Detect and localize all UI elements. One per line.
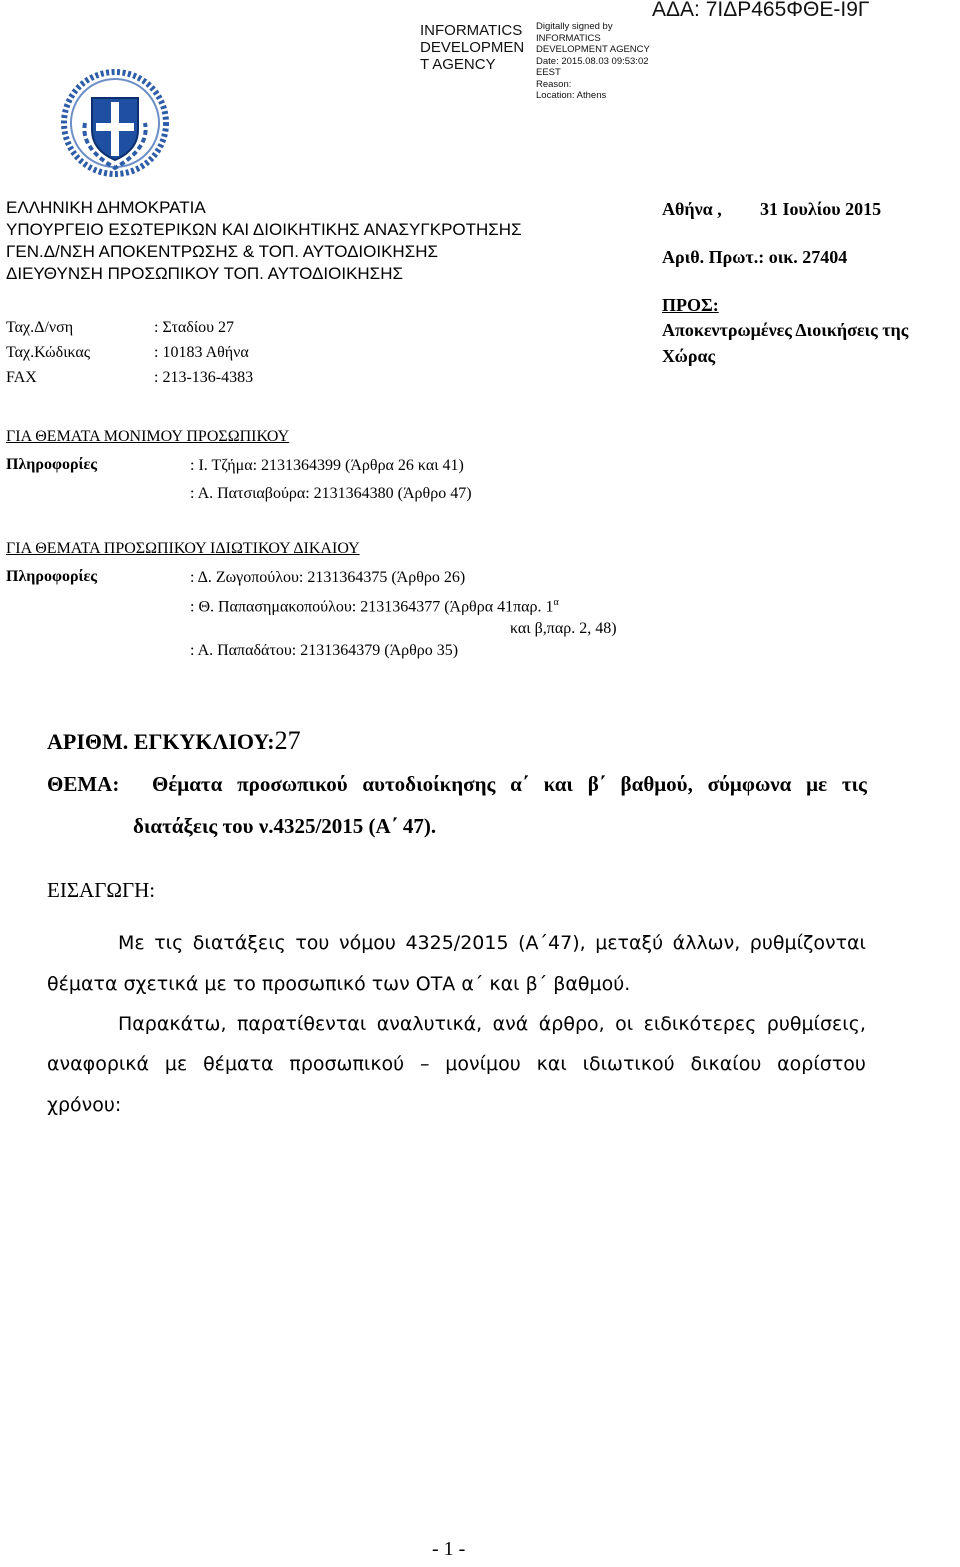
body-word: Με — [118, 932, 145, 954]
signature-detail-line: INFORMATICS — [536, 32, 601, 44]
body-word: θέματα — [203, 1053, 274, 1075]
body-word: ιδιωτικού — [582, 1053, 675, 1075]
body-word: δικαίου — [690, 1053, 762, 1075]
info-private-label: Πληροφορίες — [6, 568, 98, 585]
subject-word: Θέματα — [152, 772, 223, 796]
signature-detail-line: Location: Athens — [536, 90, 607, 101]
info-private-contact: : Δ. Ζωγοπούλου: 2131364375 (Άρθρο 26) — [190, 569, 466, 586]
subject-word: τις — [841, 772, 867, 796]
signature-org-line: T AGENCY — [420, 56, 496, 73]
subject-word: και — [543, 772, 573, 796]
circular-value: 27 — [274, 726, 301, 755]
body-word: (Α΄47), — [518, 932, 586, 954]
ministry-line: ΕΛΛΗΝΙΚΗ ΔΗΜΟΚΡΑΤΙΑ — [6, 198, 206, 217]
body-word: 4325/2015 — [405, 932, 509, 954]
info-private-contact: και β,παρ. 2, 48) — [510, 620, 617, 637]
body-line — [118, 1013, 866, 1035]
subject-word: αυτοδιοίκησης — [362, 772, 496, 796]
signature-detail-line: DEVELOPMENT AGENCY — [536, 44, 650, 55]
signature-detail-line: Date: 2015.08.03 09:53:02 — [536, 55, 649, 67]
info-private-contact — [190, 597, 559, 616]
greek-coat-of-arms-icon — [60, 68, 170, 178]
body-line — [47, 1053, 866, 1075]
signature-organization — [420, 22, 524, 73]
body-line: θέματα σχετικά με το προσωπικό των ΟΤΑ α΄ και β΄ βαθμού. — [47, 973, 631, 995]
address-label: Ταχ.Κώδικας — [6, 344, 91, 361]
ministry-header — [6, 197, 522, 285]
body-word: ρυθμίσεις, — [766, 1013, 866, 1035]
body-word: αορίστου — [777, 1053, 866, 1075]
address-value: : 213-136-4383 — [154, 369, 254, 386]
body-word: – — [419, 1053, 430, 1075]
subject-word: α΄ — [510, 772, 529, 796]
protocol-number: Αριθ. Πρωτ.: οικ. 27404 — [662, 247, 848, 267]
info-permanent-label: Πληροφορίες — [6, 456, 98, 473]
subject-line: διατάξεις του ν.4325/2015 (Α΄ 47). — [133, 814, 437, 838]
subject-word: με — [806, 772, 828, 796]
subject-word: προσωπικού — [237, 772, 348, 796]
body-word: οι — [615, 1013, 634, 1035]
body-word: προσωπικού — [289, 1053, 405, 1075]
ada-code: ΑΔΑ: 7ΙΔΡ465ΦΘΕ-Ι9Γ — [652, 0, 870, 21]
signature-detail-line: Reason: — [536, 78, 572, 90]
address-label: Ταχ.Δ/νση — [6, 319, 74, 336]
superscript: α — [553, 597, 559, 608]
body-word: Παρακάτω, — [118, 1013, 227, 1035]
subject-word: σύμφωνα — [707, 772, 792, 796]
body-line — [118, 932, 866, 954]
body-word: ανά — [492, 1013, 529, 1035]
address-label: FAX — [6, 369, 37, 386]
document-date: 31 Ιουλίου 2015 — [760, 199, 882, 219]
ministry-line: ΔΙΕΥΘΥΝΣΗ ΠΡΟΣΩΠΙΚΟΥ ΤΟΠ. ΑΥΤΟΔΙΟΙΚΗΣΗΣ — [6, 264, 403, 283]
ministry-line: ΥΠΟΥΡΓΕΙΟ ΕΣΩΤΕΡΙΚΩΝ ΚΑΙ ΔΙΟΙΚΗΤΙΚΗΣ ΑΝΑΣΥΓΚΡΟΤΗΣΗΣ — [6, 220, 522, 239]
signature-detail-line: Digitally signed by — [536, 21, 613, 32]
body-word: του — [295, 932, 330, 954]
body-word: ρυθμίζονται — [749, 932, 866, 954]
info-private-contact-text: : Θ. Παπασημακοπούλου: 2131364377 (Άρθρα 41παρ. 1 — [190, 598, 554, 616]
body-word: παρατίθενται — [236, 1013, 367, 1035]
info-private-heading: ΓΙΑ ΘΕΜΑΤΑ ΠΡΟΣΩΠΙΚΟΥ ΙΔΙΩΤΙΚΟΥ ΔΙΚΑΙΟΥ — [6, 540, 360, 557]
recipient-line: Αποκεντρωμένες Διοικήσεις της — [662, 320, 909, 340]
subject-word: βαθμού, — [620, 772, 693, 796]
body-word: αναλυτικά, — [376, 1013, 483, 1035]
recipient-line: Χώρας — [662, 346, 716, 366]
body-word: μονίμου — [445, 1053, 521, 1075]
place: Αθήνα , — [662, 199, 722, 219]
signature-details — [536, 21, 650, 102]
body-line: χρόνου: — [47, 1094, 122, 1116]
signature-org-line: INFORMATICS — [420, 22, 523, 39]
address-value: : Σταδίου 27 — [154, 319, 235, 336]
body-word: και — [536, 1053, 567, 1075]
info-private-contact: : Α. Παπαδάτου: 2131364379 (Άρθρο 35) — [190, 642, 459, 659]
info-permanent-contact: : Α. Πατσιαβούρα: 2131364380 (Άρθρο 47) — [190, 485, 472, 502]
circular-number — [47, 726, 301, 756]
body-word: άρθρο, — [538, 1013, 605, 1035]
body-word: άλλων, — [672, 932, 741, 954]
body-word: νόμου — [338, 932, 396, 954]
subject-word: β΄ — [587, 772, 606, 796]
body-word: ειδικότερες — [643, 1013, 757, 1035]
info-permanent-heading: ΓΙΑ ΘΕΜΑΤΑ ΜΟΝΙΜΟΥ ΠΡΟΣΩΠΙΚΟΥ — [6, 428, 290, 445]
body-word: αναφορικά — [47, 1053, 150, 1075]
signature-org-line: DEVELOPMEN — [420, 39, 525, 56]
signature-detail-line: EEST — [536, 67, 561, 78]
subject-line — [152, 772, 867, 797]
recipient-label: ΠΡΟΣ: — [662, 295, 719, 315]
address-value: : 10183 Αθήνα — [154, 344, 249, 361]
circular-label: ΑΡΙΘΜ. ΕΓΚΥΚΛΙΟΥ: — [47, 729, 275, 754]
intro-heading: ΕΙΣΑΓΩΓΗ: — [47, 878, 156, 902]
info-permanent-contact: : Ι. Τζήμα: 2131364399 (Άρθρα 26 και 41) — [190, 457, 464, 474]
subject-label: ΘΕΜΑ: — [47, 772, 120, 796]
body-word: με — [164, 1053, 188, 1075]
body-word: διατάξεις — [192, 932, 286, 954]
page-number: - 1 - — [432, 1538, 466, 1560]
ministry-line: ΓΕΝ.Δ/ΝΣΗ ΑΠΟΚΕΝΤΡΩΣΗΣ & ΤΟΠ. ΑΥΤΟΔΙΟΙΚΗΣΗΣ — [6, 242, 439, 261]
body-word: μεταξύ — [595, 932, 664, 954]
body-word: τις — [154, 932, 184, 954]
